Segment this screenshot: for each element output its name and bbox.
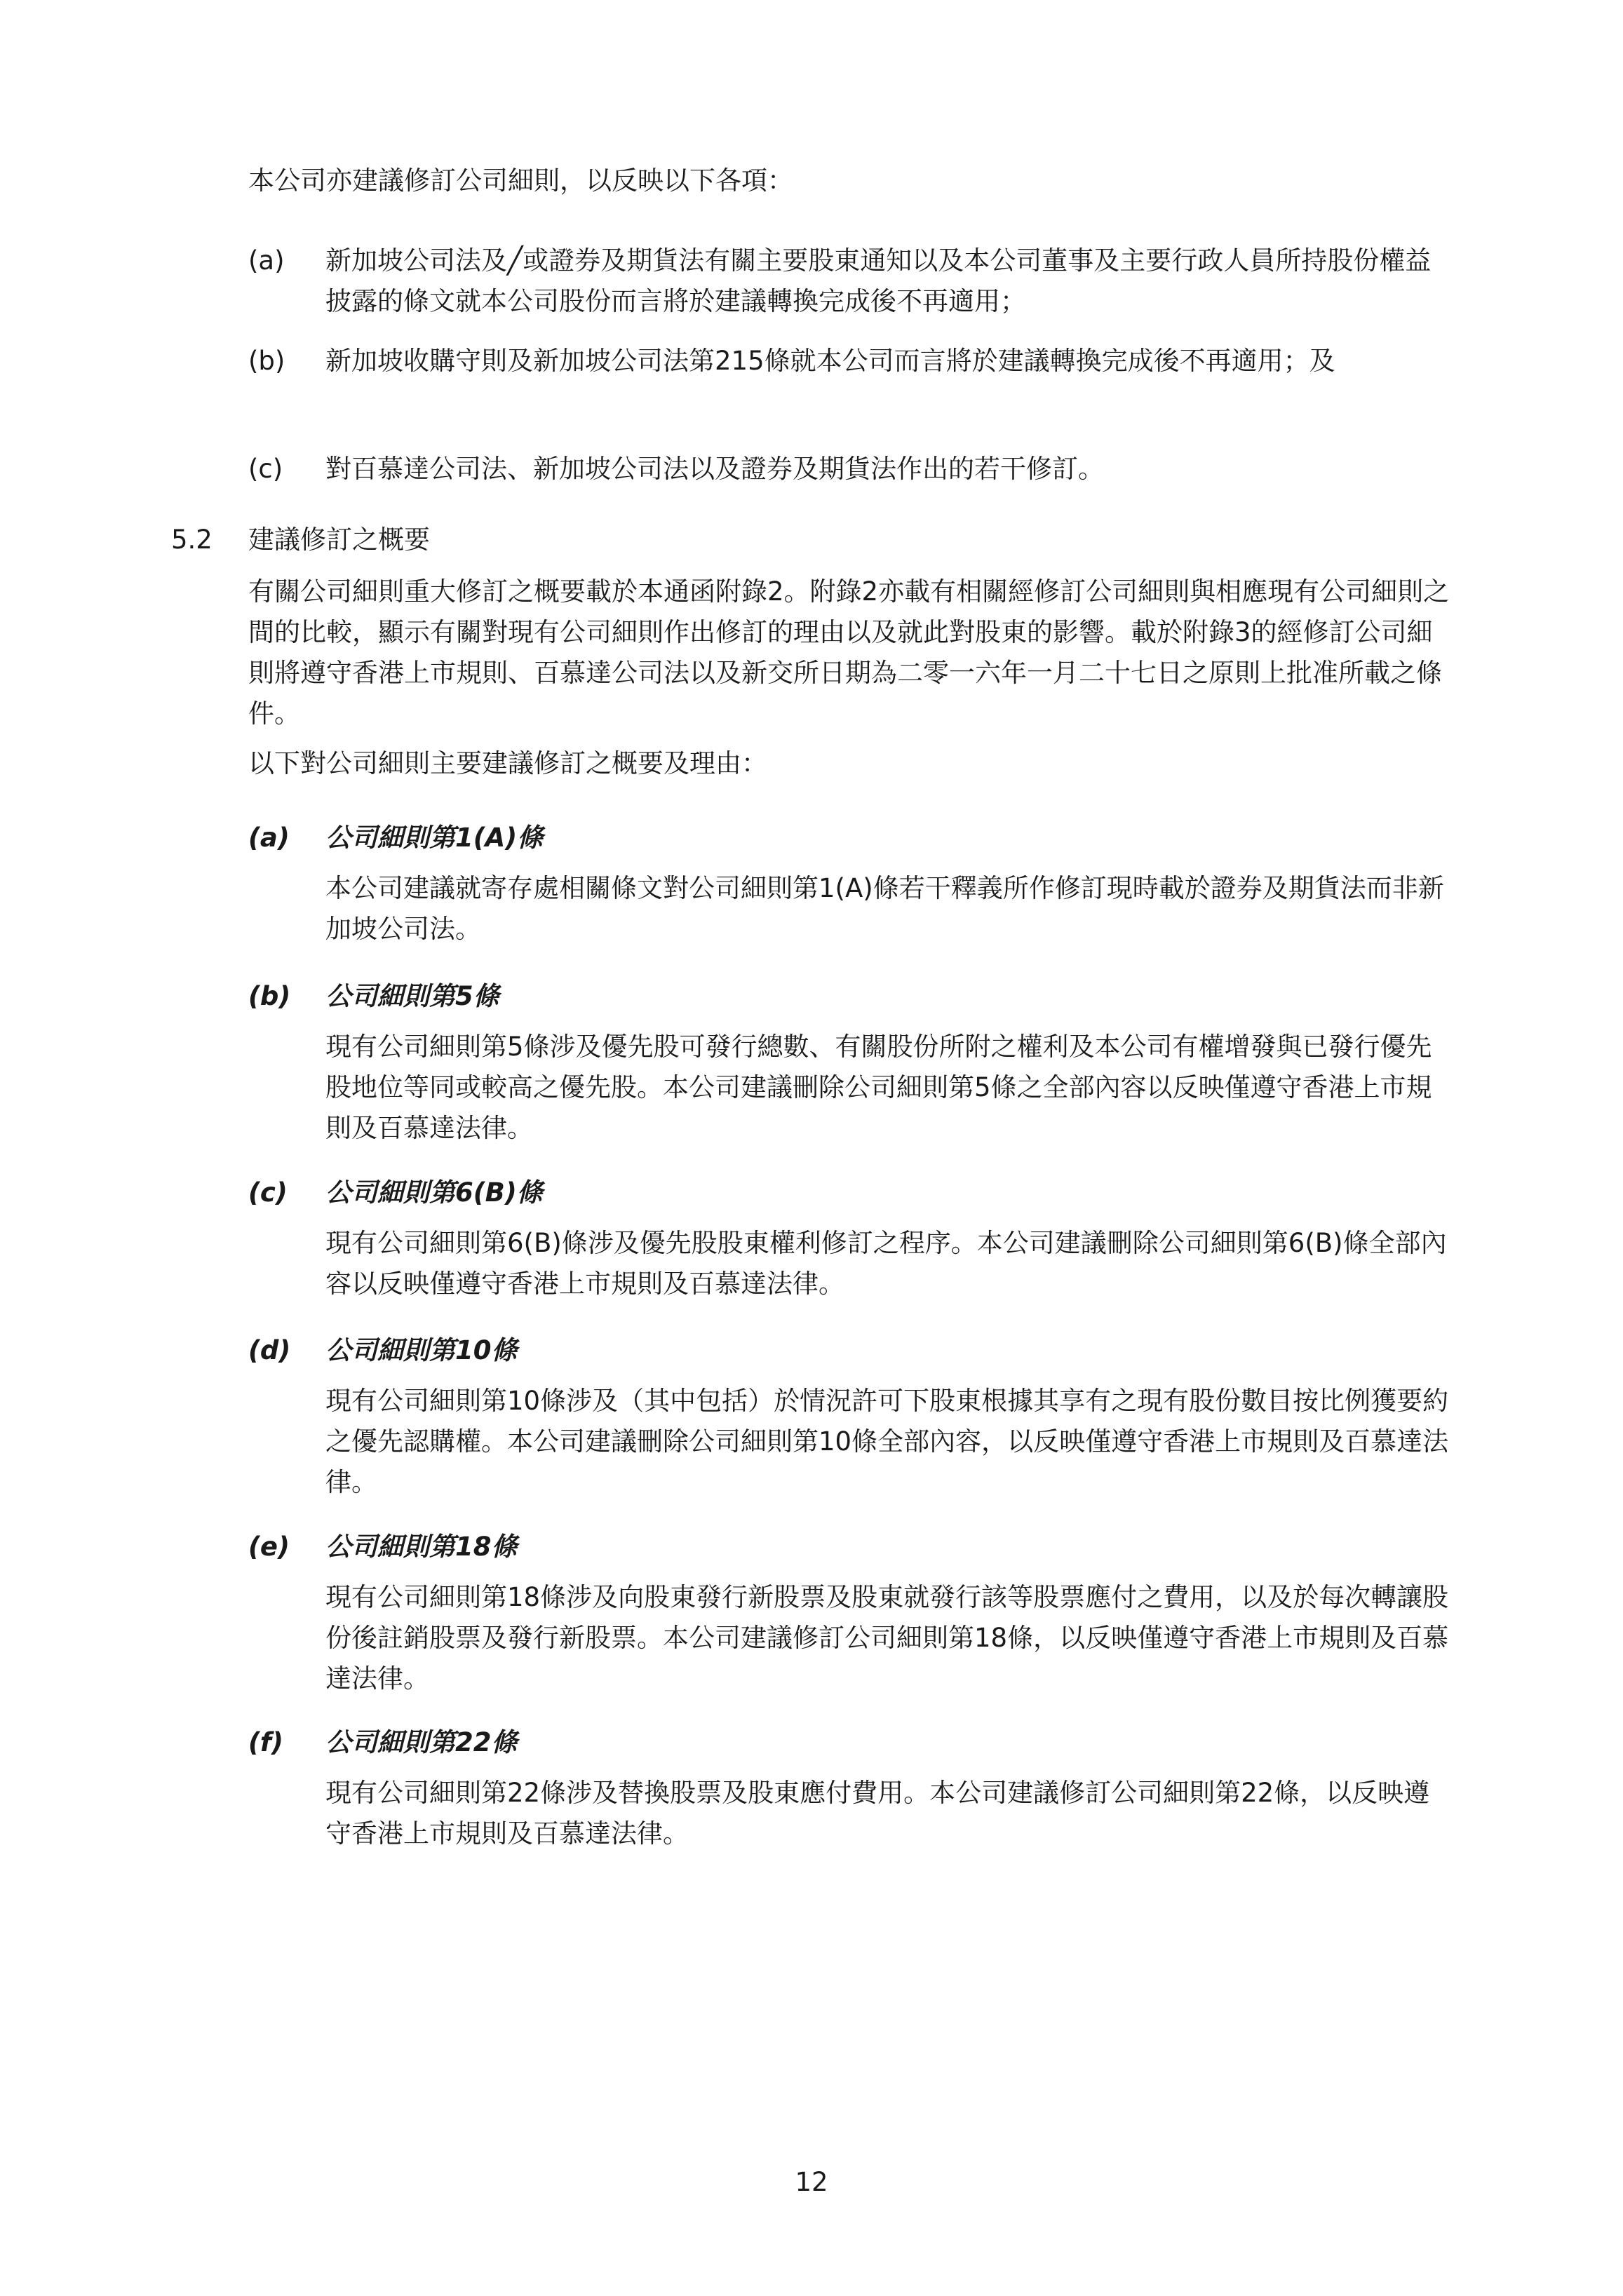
reflect-item-text: 新加坡收購守則及新加坡公司法第215條就本公司而言將於建議轉換完成後不再適用；及: [325, 346, 1335, 376]
subsection-body: 現有公司細則第18條涉及向股東發行新股票及股東就發行該等股票應付之費用，以及於每次轉讓股份後註銷股票及發行新股票。本公司建議修訂公司細則第18條，以反映僅遵守香港上市規則及百慕達法律。: [325, 1582, 1449, 1694]
reflect-item-text: 新加坡公司法及╱或證券及期貨法有關主要股東通知以及本公司董事及主要行政人員所持股份權益披露的條文就本公司股份而言將於建議轉換完成後不再適用；: [325, 245, 1432, 316]
subsection-heading: 公司細則第6(B)條: [325, 1177, 543, 1208]
subsection-body: 現有公司細則第5條涉及優先股可發行總數、有關股份所附之權利及本公司有權增發與已發行優先股地位等同或較高之優先股。本公司建議刪除公司細則第5條之全部內容以反映僅遵守香港上市規則及百慕達法律。: [325, 1032, 1432, 1143]
subsection-label: (d): [248, 1335, 291, 1365]
subsection-heading: 公司細則第10條: [325, 1335, 518, 1365]
reasons-intro-paragraph: 以下對公司細則主要建議修訂之概要及理由：: [248, 748, 767, 778]
reflect-item-label: (b): [248, 346, 285, 376]
subsection-body: 現有公司細則第6(B)條涉及優先股股東權利修訂之程序。本公司建議刪除公司細則第6(B)條全部內容以反映僅遵守香港上市規則及百慕達法律。: [325, 1228, 1447, 1299]
reflect-item-label: (a): [248, 245, 285, 276]
section-number: 5.2: [171, 525, 213, 555]
subsection-body: 現有公司細則第10條涉及（其中包括）於情況許可下股東根據其享有之現有股份數目按比例獲要約之優先認購權。本公司建議刪除公司細則第10條全部內容，以反映僅遵守香港上市規則及百慕達法律。: [325, 1386, 1449, 1497]
subsection-label: (f): [248, 1727, 283, 1757]
subsection-label: (e): [248, 1532, 290, 1562]
intro-paragraph: 本公司亦建議修訂公司細則，以反映以下各項：: [248, 166, 793, 196]
subsection-heading: 公司細則第5條: [325, 981, 499, 1011]
subsection-label: (b): [248, 981, 291, 1011]
subsection-label: (a): [248, 823, 290, 853]
subsection-body: 本公司建議就寄存處相關條文對公司細則第1(A)條若干釋義所作修訂現時載於證券及期貨法而非新加坡公司法。: [325, 873, 1444, 944]
subsection-heading: 公司細則第18條: [325, 1532, 518, 1562]
section-title: 建議修訂之概要: [248, 525, 430, 555]
reflect-item-label: (c): [248, 454, 283, 484]
subsection-label: (c): [248, 1177, 288, 1208]
summary-paragraph: 有關公司細則重大修訂之概要載於本通函附錄2。附錄2亦載有相關經修訂公司細則與相應現有公司細則之間的比較，顯示有關對現有公司細則作出修訂的理由以及就此對股東的影響。載於附錄3的經修訂公司細則將遵守香港上市規則、百慕達公司法以及新交所日期為二零一六年一月二十七日之原則上批准所載之條件。: [248, 576, 1450, 729]
reflect-item-text: 對百慕達公司法、新加坡公司法以及證券及期貨法作出的若干修訂。: [325, 454, 1104, 484]
subsection-heading: 公司細則第22條: [325, 1727, 518, 1757]
subsection-body: 現有公司細則第22條涉及替換股票及股東應付費用。本公司建議修訂公司細則第22條，以反映遵守香港上市規則及百慕達法律。: [325, 1778, 1430, 1849]
subsection-heading: 公司細則第1(A)條: [325, 823, 544, 853]
page-number: 12: [795, 2167, 828, 2197]
